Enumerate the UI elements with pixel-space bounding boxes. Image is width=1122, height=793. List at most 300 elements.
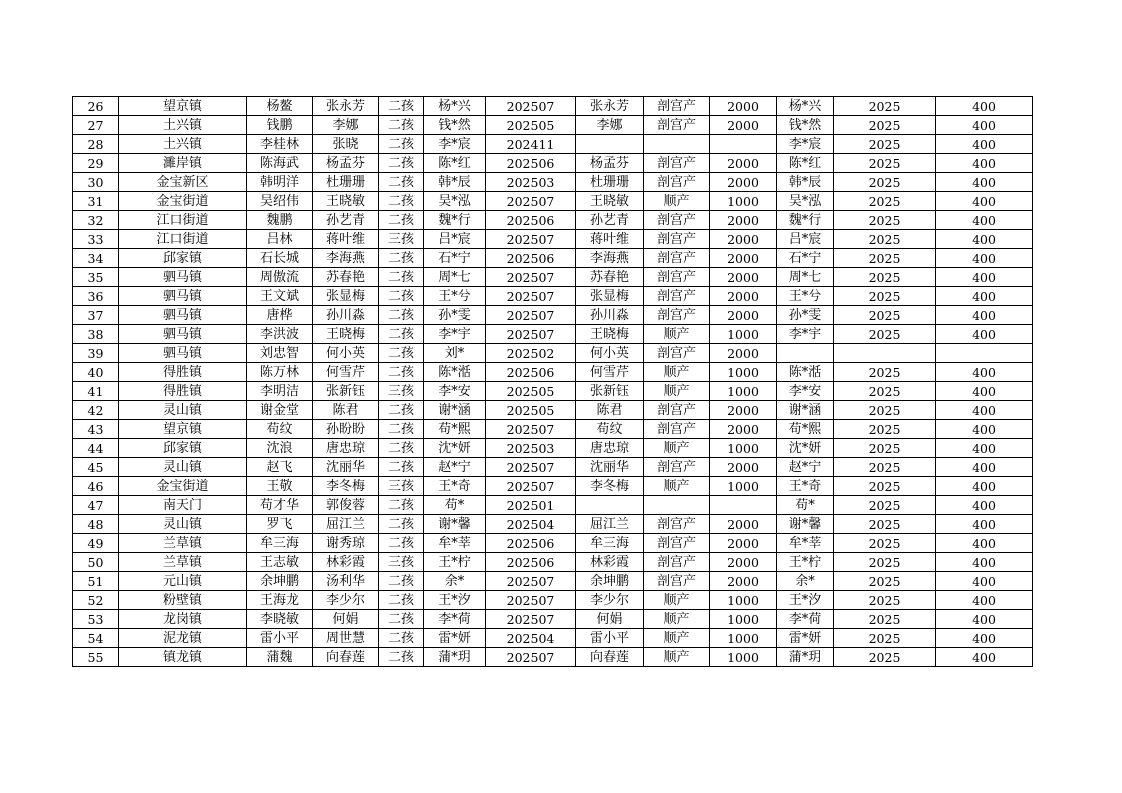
cell-subsidy: 1000 xyxy=(710,325,777,344)
cell-father: 陈海武 xyxy=(247,154,313,173)
cell-beneficiary: 李*荷 xyxy=(777,610,834,629)
cell-subsidy: 2000 xyxy=(710,420,777,439)
cell-town: 驷马镇 xyxy=(119,287,247,306)
cell-birth-month: 202507 xyxy=(486,610,576,629)
cell-seq: 27 xyxy=(73,116,119,135)
table-row xyxy=(73,154,1033,173)
cell-town: 灵山镇 xyxy=(119,401,247,420)
cell-town: 濉岸镇 xyxy=(119,154,247,173)
cell-father: 苟才华 xyxy=(247,496,313,515)
cell-town: 兰草镇 xyxy=(119,534,247,553)
cell-parity: 二孩 xyxy=(379,116,424,135)
cell-birth-month: 202504 xyxy=(486,629,576,648)
cell-town: 江口街道 xyxy=(119,230,247,249)
cell-recipient: 余坤鹏 xyxy=(576,572,644,591)
cell-father: 李桂林 xyxy=(247,135,313,154)
cell-subsidy: 2000 xyxy=(710,154,777,173)
cell-town: 土兴镇 xyxy=(119,135,247,154)
cell-parity: 二孩 xyxy=(379,268,424,287)
table-row xyxy=(73,287,1033,306)
cell-mother: 孙艺青 xyxy=(313,211,379,230)
cell-mother: 张永芳 xyxy=(313,97,379,116)
cell-amount: 400 xyxy=(936,553,1033,572)
cell-birth-month: 202505 xyxy=(486,382,576,401)
cell-beneficiary: 韩*辰 xyxy=(777,173,834,192)
cell-parity: 三孩 xyxy=(379,382,424,401)
cell-amount: 400 xyxy=(936,268,1033,287)
cell-beneficiary: 李*宸 xyxy=(777,135,834,154)
cell-recipient: 何娟 xyxy=(576,610,644,629)
cell-parity: 二孩 xyxy=(379,306,424,325)
cell-town: 得胜镇 xyxy=(119,382,247,401)
cell-town: 驷马镇 xyxy=(119,325,247,344)
cell-seq: 28 xyxy=(73,135,119,154)
cell-father: 周傲流 xyxy=(247,268,313,287)
cell-parity: 二孩 xyxy=(379,496,424,515)
cell-seq: 44 xyxy=(73,439,119,458)
cell-seq: 43 xyxy=(73,420,119,439)
cell-beneficiary: 谢*馨 xyxy=(777,515,834,534)
cell-birth-month: 202507 xyxy=(486,306,576,325)
cell-subsidy: 2000 xyxy=(710,97,777,116)
cell-mother: 李娜 xyxy=(313,116,379,135)
cell-subsidy: 2000 xyxy=(710,401,777,420)
cell-recipient: 王晓梅 xyxy=(576,325,644,344)
cell-child: 吴*泓 xyxy=(424,192,486,211)
cell-beneficiary: 魏*行 xyxy=(777,211,834,230)
cell-delivery-type xyxy=(644,496,710,515)
table-row xyxy=(73,97,1033,116)
cell-father: 苟纹 xyxy=(247,420,313,439)
cell-subsidy: 2000 xyxy=(710,268,777,287)
cell-beneficiary: 苟* xyxy=(777,496,834,515)
cell-town: 金宝街道 xyxy=(119,192,247,211)
table-row xyxy=(73,496,1033,515)
cell-town: 驷马镇 xyxy=(119,344,247,363)
cell-seq: 55 xyxy=(73,648,119,667)
cell-father: 魏鹏 xyxy=(247,211,313,230)
cell-recipient: 杜珊珊 xyxy=(576,173,644,192)
cell-amount: 400 xyxy=(936,363,1033,382)
cell-year: 2025 xyxy=(834,268,936,287)
cell-mother: 沈丽华 xyxy=(313,458,379,477)
cell-subsidy: 2000 xyxy=(710,211,777,230)
table-row xyxy=(73,458,1033,477)
cell-recipient: 李少尔 xyxy=(576,591,644,610)
table-row xyxy=(73,211,1033,230)
cell-town: 龙岗镇 xyxy=(119,610,247,629)
cell-delivery-type: 顺产 xyxy=(644,648,710,667)
cell-parity: 二孩 xyxy=(379,515,424,534)
table-row xyxy=(73,572,1033,591)
cell-birth-month: 202507 xyxy=(486,325,576,344)
cell-seq: 33 xyxy=(73,230,119,249)
cell-town: 金宝新区 xyxy=(119,173,247,192)
cell-recipient: 向春莲 xyxy=(576,648,644,667)
cell-child: 吕*宸 xyxy=(424,230,486,249)
cell-mother: 杨孟芬 xyxy=(313,154,379,173)
cell-seq: 38 xyxy=(73,325,119,344)
cell-recipient: 唐忠琼 xyxy=(576,439,644,458)
cell-child: 陈*湉 xyxy=(424,363,486,382)
cell-year: 2025 xyxy=(834,610,936,629)
cell-birth-month: 202502 xyxy=(486,344,576,363)
cell-father: 吕林 xyxy=(247,230,313,249)
cell-father: 吴绍伟 xyxy=(247,192,313,211)
cell-delivery-type: 顺产 xyxy=(644,363,710,382)
table-row xyxy=(73,325,1033,344)
cell-birth-month: 202507 xyxy=(486,268,576,287)
cell-birth-month: 202506 xyxy=(486,211,576,230)
cell-parity: 二孩 xyxy=(379,591,424,610)
cell-seq: 52 xyxy=(73,591,119,610)
cell-birth-month: 202507 xyxy=(486,287,576,306)
cell-amount: 400 xyxy=(936,458,1033,477)
cell-beneficiary: 蒲*玥 xyxy=(777,648,834,667)
cell-subsidy: 2000 xyxy=(710,572,777,591)
cell-amount: 400 xyxy=(936,648,1033,667)
cell-recipient: 李冬梅 xyxy=(576,477,644,496)
cell-mother: 杜珊珊 xyxy=(313,173,379,192)
cell-beneficiary: 陈*红 xyxy=(777,154,834,173)
cell-father: 牟三海 xyxy=(247,534,313,553)
cell-beneficiary: 赵*宁 xyxy=(777,458,834,477)
cell-year: 2025 xyxy=(834,135,936,154)
cell-subsidy: 2000 xyxy=(710,230,777,249)
cell-amount: 400 xyxy=(936,287,1033,306)
cell-delivery-type: 剖宫产 xyxy=(644,344,710,363)
cell-parity: 二孩 xyxy=(379,211,424,230)
table-row xyxy=(73,420,1033,439)
cell-subsidy: 1000 xyxy=(710,363,777,382)
cell-amount: 400 xyxy=(936,515,1033,534)
cell-year: 2025 xyxy=(834,591,936,610)
cell-delivery-type: 顺产 xyxy=(644,192,710,211)
table-row xyxy=(73,629,1033,648)
cell-amount: 400 xyxy=(936,439,1033,458)
cell-recipient: 苟纹 xyxy=(576,420,644,439)
cell-year: 2025 xyxy=(834,116,936,135)
cell-seq: 37 xyxy=(73,306,119,325)
cell-father: 李晓敏 xyxy=(247,610,313,629)
cell-beneficiary: 吴*泓 xyxy=(777,192,834,211)
cell-child: 陈*红 xyxy=(424,154,486,173)
cell-beneficiary: 雷*妍 xyxy=(777,629,834,648)
cell-delivery-type: 剖宫产 xyxy=(644,268,710,287)
cell-mother: 张显梅 xyxy=(313,287,379,306)
cell-subsidy: 2000 xyxy=(710,287,777,306)
cell-year: 2025 xyxy=(834,154,936,173)
cell-parity: 二孩 xyxy=(379,439,424,458)
cell-subsidy: 1000 xyxy=(710,591,777,610)
cell-delivery-type: 剖宫产 xyxy=(644,173,710,192)
cell-recipient: 蒋叶维 xyxy=(576,230,644,249)
cell-recipient: 王晓敏 xyxy=(576,192,644,211)
cell-father: 余坤鹏 xyxy=(247,572,313,591)
table-row xyxy=(73,173,1033,192)
cell-father: 陈万林 xyxy=(247,363,313,382)
cell-seq: 41 xyxy=(73,382,119,401)
cell-mother: 蒋叶维 xyxy=(313,230,379,249)
cell-child: 李*安 xyxy=(424,382,486,401)
cell-father: 赵飞 xyxy=(247,458,313,477)
cell-beneficiary: 陈*湉 xyxy=(777,363,834,382)
cell-year: 2025 xyxy=(834,515,936,534)
cell-child: 王*汐 xyxy=(424,591,486,610)
cell-amount: 400 xyxy=(936,591,1033,610)
cell-birth-month: 202507 xyxy=(486,230,576,249)
cell-birth-month: 202507 xyxy=(486,192,576,211)
table-row xyxy=(73,249,1033,268)
cell-amount: 400 xyxy=(936,629,1033,648)
cell-birth-month: 202507 xyxy=(486,648,576,667)
cell-amount: 400 xyxy=(936,496,1033,515)
cell-beneficiary: 钱*然 xyxy=(777,116,834,135)
cell-child: 苟*熙 xyxy=(424,420,486,439)
cell-birth-month: 202503 xyxy=(486,173,576,192)
cell-delivery-type: 剖宫产 xyxy=(644,458,710,477)
cell-delivery-type: 剖宫产 xyxy=(644,211,710,230)
cell-beneficiary: 李*安 xyxy=(777,382,834,401)
cell-seq: 54 xyxy=(73,629,119,648)
cell-delivery-type: 顺产 xyxy=(644,439,710,458)
cell-amount: 400 xyxy=(936,382,1033,401)
cell-beneficiary: 孙*雯 xyxy=(777,306,834,325)
cell-child: 谢*馨 xyxy=(424,515,486,534)
cell-child: 李*荷 xyxy=(424,610,486,629)
cell-delivery-type: 顺产 xyxy=(644,629,710,648)
cell-child: 周*七 xyxy=(424,268,486,287)
cell-child: 李*宇 xyxy=(424,325,486,344)
cell-birth-month: 202506 xyxy=(486,534,576,553)
cell-year: 2025 xyxy=(834,477,936,496)
cell-recipient: 屈江兰 xyxy=(576,515,644,534)
cell-beneficiary xyxy=(777,344,834,363)
cell-subsidy: 1000 xyxy=(710,477,777,496)
cell-mother: 王晓敏 xyxy=(313,192,379,211)
cell-year: 2025 xyxy=(834,211,936,230)
cell-beneficiary: 王*柠 xyxy=(777,553,834,572)
cell-delivery-type: 剖宫产 xyxy=(644,401,710,420)
table-row xyxy=(73,306,1033,325)
cell-child: 雷*妍 xyxy=(424,629,486,648)
cell-town: 望京镇 xyxy=(119,97,247,116)
cell-mother: 张晓 xyxy=(313,135,379,154)
cell-parity: 二孩 xyxy=(379,572,424,591)
cell-recipient: 林彩霞 xyxy=(576,553,644,572)
cell-mother: 郭俊蓉 xyxy=(313,496,379,515)
cell-town: 元山镇 xyxy=(119,572,247,591)
table-row xyxy=(73,477,1033,496)
cell-child: 谢*涵 xyxy=(424,401,486,420)
cell-recipient: 李海燕 xyxy=(576,249,644,268)
cell-birth-month: 202507 xyxy=(486,420,576,439)
cell-child: 沈*妍 xyxy=(424,439,486,458)
cell-birth-month: 202506 xyxy=(486,363,576,382)
cell-town: 江口街道 xyxy=(119,211,247,230)
cell-recipient: 沈丽华 xyxy=(576,458,644,477)
cell-seq: 26 xyxy=(73,97,119,116)
cell-town: 金宝街道 xyxy=(119,477,247,496)
cell-birth-month: 202507 xyxy=(486,97,576,116)
cell-beneficiary: 余* xyxy=(777,572,834,591)
cell-mother: 向春莲 xyxy=(313,648,379,667)
cell-town: 兰草镇 xyxy=(119,553,247,572)
cell-town: 粉壁镇 xyxy=(119,591,247,610)
cell-mother: 何娟 xyxy=(313,610,379,629)
cell-town: 南天门 xyxy=(119,496,247,515)
cell-mother: 孙盼盼 xyxy=(313,420,379,439)
table-row xyxy=(73,515,1033,534)
cell-birth-month: 202506 xyxy=(486,154,576,173)
cell-father: 王敬 xyxy=(247,477,313,496)
cell-delivery-type: 剖宫产 xyxy=(644,249,710,268)
cell-seq: 42 xyxy=(73,401,119,420)
cell-town: 灵山镇 xyxy=(119,458,247,477)
cell-amount xyxy=(936,344,1033,363)
cell-father: 刘忠智 xyxy=(247,344,313,363)
data-table xyxy=(72,96,1033,667)
cell-birth-month: 202411 xyxy=(486,135,576,154)
cell-subsidy: 2000 xyxy=(710,249,777,268)
cell-delivery-type: 剖宫产 xyxy=(644,287,710,306)
cell-recipient: 杨孟芬 xyxy=(576,154,644,173)
cell-mother: 陈君 xyxy=(313,401,379,420)
cell-year: 2025 xyxy=(834,439,936,458)
cell-child: 王*奇 xyxy=(424,477,486,496)
cell-child: 余* xyxy=(424,572,486,591)
cell-subsidy: 2000 xyxy=(710,306,777,325)
cell-seq: 45 xyxy=(73,458,119,477)
cell-parity: 三孩 xyxy=(379,477,424,496)
cell-amount: 400 xyxy=(936,306,1033,325)
cell-town: 泥龙镇 xyxy=(119,629,247,648)
cell-seq: 50 xyxy=(73,553,119,572)
cell-subsidy: 2000 xyxy=(710,553,777,572)
cell-year: 2025 xyxy=(834,192,936,211)
cell-year: 2025 xyxy=(834,496,936,515)
cell-amount: 400 xyxy=(936,477,1033,496)
cell-child: 韩*辰 xyxy=(424,173,486,192)
cell-seq: 47 xyxy=(73,496,119,515)
cell-seq: 29 xyxy=(73,154,119,173)
cell-father: 李明洁 xyxy=(247,382,313,401)
cell-delivery-type: 剖宫产 xyxy=(644,420,710,439)
cell-amount: 400 xyxy=(936,534,1033,553)
cell-year: 2025 xyxy=(834,629,936,648)
cell-amount: 400 xyxy=(936,572,1033,591)
cell-recipient: 牟三海 xyxy=(576,534,644,553)
cell-town: 驷马镇 xyxy=(119,268,247,287)
cell-amount: 400 xyxy=(936,401,1033,420)
cell-recipient: 何雪芹 xyxy=(576,363,644,382)
cell-year: 2025 xyxy=(834,230,936,249)
cell-mother: 何雪芹 xyxy=(313,363,379,382)
cell-subsidy: 2000 xyxy=(710,344,777,363)
cell-beneficiary: 牟*莘 xyxy=(777,534,834,553)
table-row xyxy=(73,553,1033,572)
cell-year: 2025 xyxy=(834,458,936,477)
cell-mother: 张新钰 xyxy=(313,382,379,401)
cell-subsidy: 2000 xyxy=(710,534,777,553)
cell-year: 2025 xyxy=(834,420,936,439)
cell-mother: 王晓梅 xyxy=(313,325,379,344)
cell-birth-month: 202506 xyxy=(486,249,576,268)
cell-beneficiary: 王*奇 xyxy=(777,477,834,496)
cell-delivery-type: 剖宫产 xyxy=(644,230,710,249)
cell-birth-month: 202507 xyxy=(486,458,576,477)
cell-delivery-type: 剖宫产 xyxy=(644,154,710,173)
cell-recipient: 陈君 xyxy=(576,401,644,420)
cell-town: 土兴镇 xyxy=(119,116,247,135)
cell-birth-month: 202507 xyxy=(486,572,576,591)
cell-parity: 二孩 xyxy=(379,173,424,192)
cell-seq: 39 xyxy=(73,344,119,363)
cell-father: 韩明洋 xyxy=(247,173,313,192)
cell-father: 钱鹏 xyxy=(247,116,313,135)
cell-father: 谢金堂 xyxy=(247,401,313,420)
cell-subsidy: 1000 xyxy=(710,439,777,458)
cell-child: 王*柠 xyxy=(424,553,486,572)
cell-delivery-type xyxy=(644,135,710,154)
cell-mother: 苏春艳 xyxy=(313,268,379,287)
cell-father: 罗飞 xyxy=(247,515,313,534)
cell-mother: 屈江兰 xyxy=(313,515,379,534)
cell-amount: 400 xyxy=(936,192,1033,211)
cell-parity: 二孩 xyxy=(379,249,424,268)
cell-delivery-type: 顺产 xyxy=(644,591,710,610)
cell-amount: 400 xyxy=(936,97,1033,116)
cell-parity: 二孩 xyxy=(379,629,424,648)
cell-father: 杨鳌 xyxy=(247,97,313,116)
cell-child: 杨*兴 xyxy=(424,97,486,116)
cell-mother: 李冬梅 xyxy=(313,477,379,496)
cell-town: 邱家镇 xyxy=(119,439,247,458)
cell-delivery-type: 剖宫产 xyxy=(644,553,710,572)
cell-recipient: 孙艺青 xyxy=(576,211,644,230)
cell-year: 2025 xyxy=(834,325,936,344)
table-row xyxy=(73,268,1033,287)
cell-year xyxy=(834,344,936,363)
cell-beneficiary: 王*兮 xyxy=(777,287,834,306)
cell-mother: 孙川淼 xyxy=(313,306,379,325)
cell-birth-month: 202506 xyxy=(486,553,576,572)
cell-parity: 二孩 xyxy=(379,648,424,667)
cell-year: 2025 xyxy=(834,306,936,325)
cell-subsidy: 2000 xyxy=(710,458,777,477)
cell-father: 李洪波 xyxy=(247,325,313,344)
cell-beneficiary: 吕*宸 xyxy=(777,230,834,249)
cell-child: 孙*雯 xyxy=(424,306,486,325)
cell-seq: 34 xyxy=(73,249,119,268)
cell-father: 王海龙 xyxy=(247,591,313,610)
table-row xyxy=(73,230,1033,249)
table-row xyxy=(73,192,1033,211)
cell-amount: 400 xyxy=(936,154,1033,173)
cell-amount: 400 xyxy=(936,230,1033,249)
cell-father: 沈浪 xyxy=(247,439,313,458)
cell-birth-month: 202507 xyxy=(486,477,576,496)
cell-parity: 二孩 xyxy=(379,344,424,363)
cell-subsidy: 1000 xyxy=(710,192,777,211)
cell-father: 王志敏 xyxy=(247,553,313,572)
cell-birth-month: 202505 xyxy=(486,401,576,420)
cell-mother: 汤利华 xyxy=(313,572,379,591)
cell-recipient: 何小英 xyxy=(576,344,644,363)
table-row xyxy=(73,382,1033,401)
cell-seq: 46 xyxy=(73,477,119,496)
cell-subsidy: 2000 xyxy=(710,116,777,135)
